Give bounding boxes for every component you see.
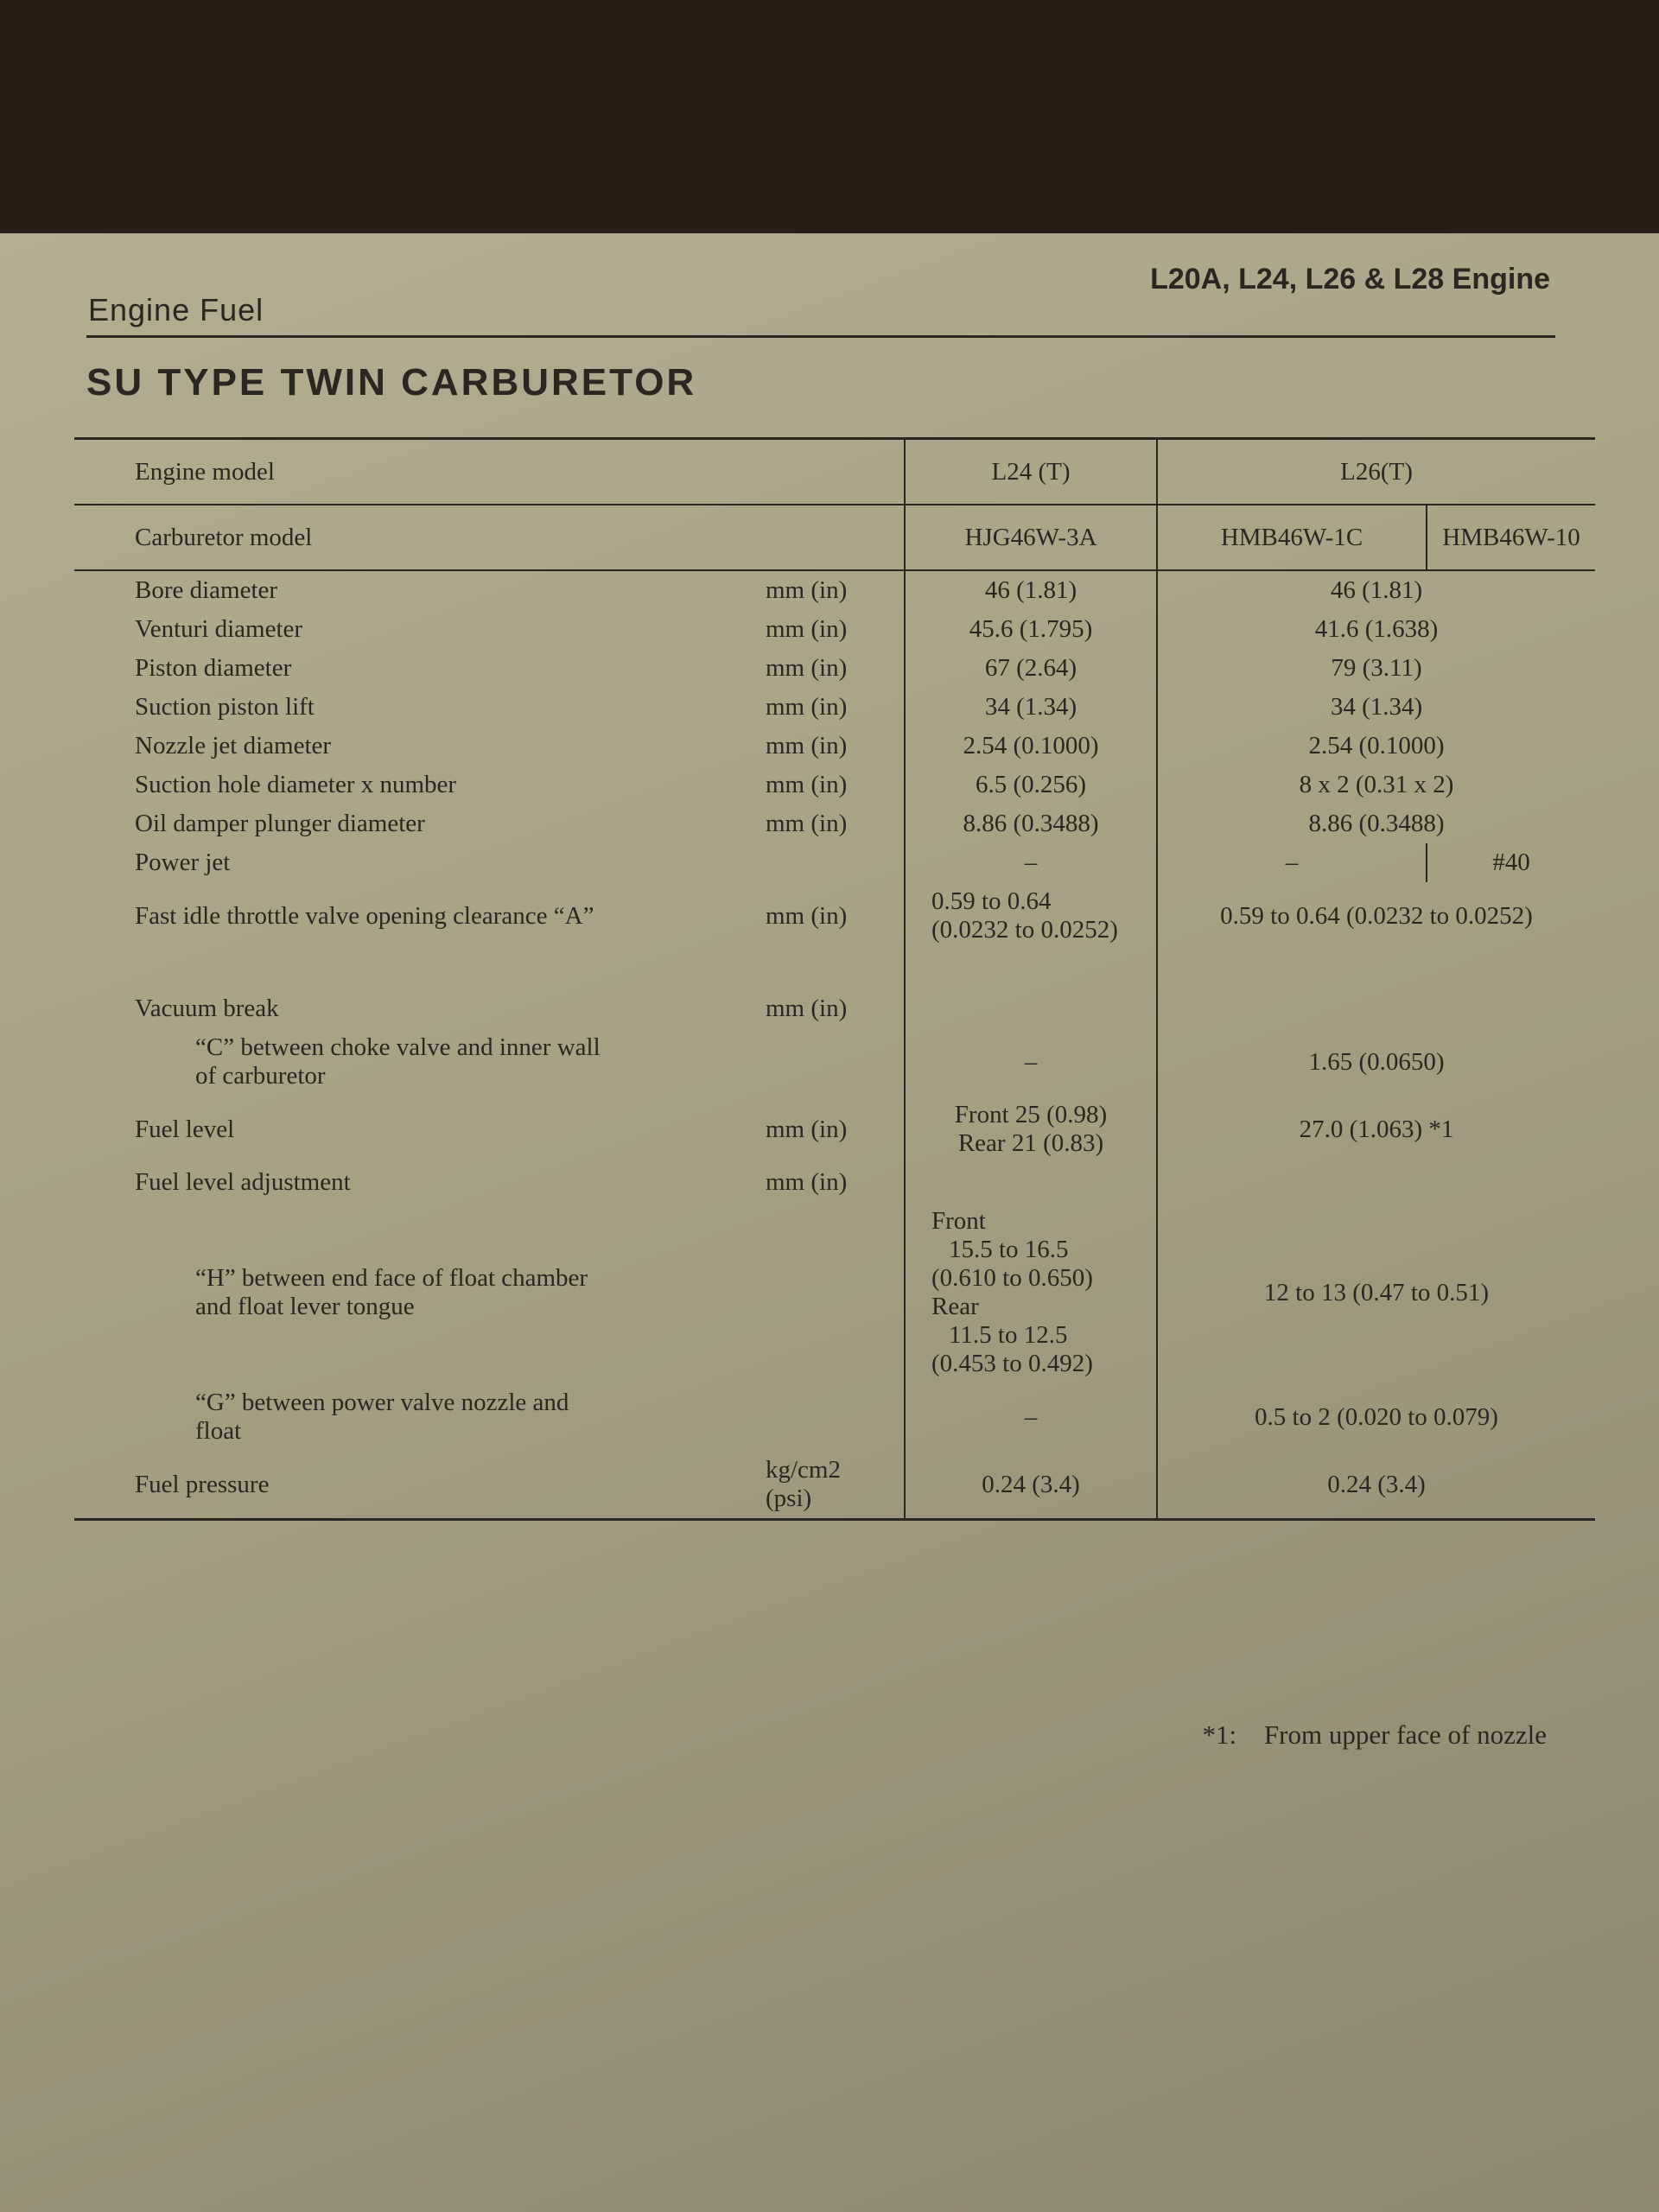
carburetor-model-row: [74, 505, 1595, 570]
item-line: “G” between power valve nozzle and: [195, 1389, 569, 1416]
fast-idle-row: [74, 882, 1595, 950]
row-unit: mm (in): [766, 901, 848, 930]
fuel-level-adjustment-row: [74, 1163, 1595, 1202]
spacer-row: [74, 950, 1595, 989]
row-l26: 2.54 (0.1000): [1308, 732, 1445, 760]
l26-carb-b: HMB46W-10: [1427, 505, 1595, 570]
row-l26: 8.86 (0.3488): [1308, 810, 1445, 837]
row-l26b: #40: [1492, 849, 1530, 876]
row-item: Fuel level adjustment: [135, 1168, 351, 1196]
row-l24: –: [905, 1028, 1157, 1096]
row-l26a: –: [1157, 843, 1427, 882]
fuel-pressure-row: [74, 1451, 1595, 1520]
l26-carb-a: HMB46W-1C: [1157, 505, 1427, 570]
row-l24: [905, 1202, 1157, 1383]
footnote: [1203, 1719, 1547, 1751]
section-name: Engine Fuel: [88, 292, 264, 327]
row-item: Piston diameter: [135, 654, 292, 682]
row-item: Fast idle throttle valve opening clearance “A”: [135, 901, 594, 930]
row-l24: 45.6 (1.795): [905, 610, 1157, 649]
table-row: [74, 570, 1595, 610]
row-l26: 1.65 (0.0650): [1308, 1047, 1445, 1076]
manual-page: [0, 233, 1659, 2212]
item-line: “C” between choke valve and inner wall: [195, 1033, 601, 1061]
row-item: Power jet: [135, 849, 231, 876]
row-item: Fuel level: [135, 1115, 235, 1143]
row-l24: –: [905, 1383, 1157, 1451]
item-line: of carburetor: [195, 1062, 326, 1090]
row-l26: 8 x 2 (0.31 x 2): [1299, 771, 1454, 798]
row-unit: mm (in): [766, 615, 848, 643]
item-line: “H” between end face of float chamber: [195, 1264, 588, 1292]
row-l26: 0.5 to 2 (0.020 to 0.079): [1255, 1402, 1498, 1431]
row-unit: mm (in): [766, 771, 848, 798]
row-l24: 34 (1.34): [905, 688, 1157, 727]
value-line: Front 25 (0.98): [954, 1101, 1108, 1128]
row-unit: mm (in): [766, 576, 848, 604]
row-l24: 67 (2.64): [905, 649, 1157, 688]
value-line: 15.5 to 16.5: [949, 1236, 1069, 1263]
row-unit: mm (in): [766, 1168, 848, 1196]
value-line: (0.453 to 0.492): [931, 1350, 1093, 1377]
item-line: float: [195, 1417, 242, 1445]
row-l26: 79 (3.11): [1331, 654, 1422, 682]
row-l24: 8.86 (0.3488): [905, 804, 1157, 843]
row-unit: mm (in): [766, 654, 848, 682]
row-unit: [757, 843, 905, 882]
value-line: (0.610 to 0.650): [931, 1264, 1093, 1292]
row-l26: 46 (1.81): [1330, 576, 1423, 604]
page-title: SU TYPE TWIN CARBURETOR: [86, 361, 697, 404]
row-item: Venturi diameter: [135, 615, 303, 643]
row-unit: mm (in): [766, 995, 848, 1022]
value-line: (0.0232 to 0.0252): [931, 916, 1118, 944]
h-row: [74, 1202, 1595, 1383]
table-row: [74, 688, 1595, 727]
row-l24: [905, 1096, 1157, 1163]
row-unit: mm (in): [766, 732, 848, 760]
power-jet-row: [74, 843, 1595, 882]
row-l26: 41.6 (1.638): [1314, 615, 1439, 643]
value-line: 0.59 to 0.64: [931, 887, 1052, 915]
table-row: [74, 804, 1595, 843]
row-l26: 34 (1.34): [1330, 693, 1423, 721]
value-line: Rear: [931, 1293, 979, 1320]
vacuum-break-row: [74, 989, 1595, 1028]
table-row: [74, 766, 1595, 804]
row-item: Vacuum break: [135, 995, 279, 1022]
value-line: Rear 21 (0.83): [957, 1129, 1104, 1157]
engine-model-row: [74, 439, 1595, 505]
l26-engine: L26(T): [1157, 439, 1595, 505]
spec-table: [74, 437, 1595, 1521]
row-item: [74, 1202, 757, 1383]
row-unit: mm (in): [766, 1115, 848, 1143]
carburetor-model-label: Carburetor model: [74, 505, 905, 570]
row-l24: 46 (1.81): [905, 570, 1157, 610]
g-row: [74, 1383, 1595, 1451]
row-l24: 2.54 (0.1000): [905, 727, 1157, 766]
row-l24: 0.24 (3.4): [905, 1451, 1157, 1520]
table-row: [74, 610, 1595, 649]
row-item: Fuel pressure: [74, 1451, 757, 1520]
row-item: Bore diameter: [135, 576, 278, 604]
table-row: [74, 727, 1595, 766]
unit-line: (psi): [766, 1484, 812, 1512]
row-l24: [905, 882, 1157, 950]
l24-carb: HJG46W-3A: [905, 505, 1157, 570]
row-unit: mm (in): [766, 693, 848, 721]
row-l26: 12 to 13 (0.47 to 0.51): [1263, 1278, 1490, 1306]
value-line: Front: [931, 1207, 986, 1235]
row-item: Nozzle jet diameter: [135, 732, 332, 760]
row-item: Oil damper plunger diameter: [135, 810, 425, 837]
row-item: [74, 1383, 757, 1451]
row-unit: mm (in): [766, 810, 848, 837]
row-l24: 6.5 (0.256): [905, 766, 1157, 804]
row-item: Suction hole diameter x number: [135, 771, 457, 798]
engine-names: L20A, L24, L26 & L28 Engine: [1150, 263, 1550, 296]
engine-model-label: Engine model: [74, 439, 905, 505]
row-l26: 0.59 to 0.64 (0.0232 to 0.0252): [1220, 901, 1533, 930]
footnote-mark: *1:: [1202, 1719, 1237, 1750]
row-item: Suction piston lift: [135, 693, 315, 721]
row-item: [74, 1028, 757, 1096]
row-unit: [757, 1451, 905, 1520]
row-l26: 27.0 (1.063) *1: [1299, 1115, 1454, 1143]
header-rule: [86, 335, 1555, 338]
unit-line: kg/cm2: [766, 1456, 841, 1484]
row-l24: –: [905, 843, 1157, 882]
choke-row: [74, 1028, 1595, 1096]
table-row: [74, 649, 1595, 688]
row-l26: 0.24 (3.4): [1157, 1451, 1595, 1520]
fuel-level-row: [74, 1096, 1595, 1163]
item-line: and float lever tongue: [195, 1293, 415, 1320]
l24-engine: L24 (T): [905, 439, 1157, 505]
value-line: 11.5 to 12.5: [949, 1321, 1068, 1349]
footnote-text: From upper face of nozzle: [1263, 1719, 1547, 1750]
